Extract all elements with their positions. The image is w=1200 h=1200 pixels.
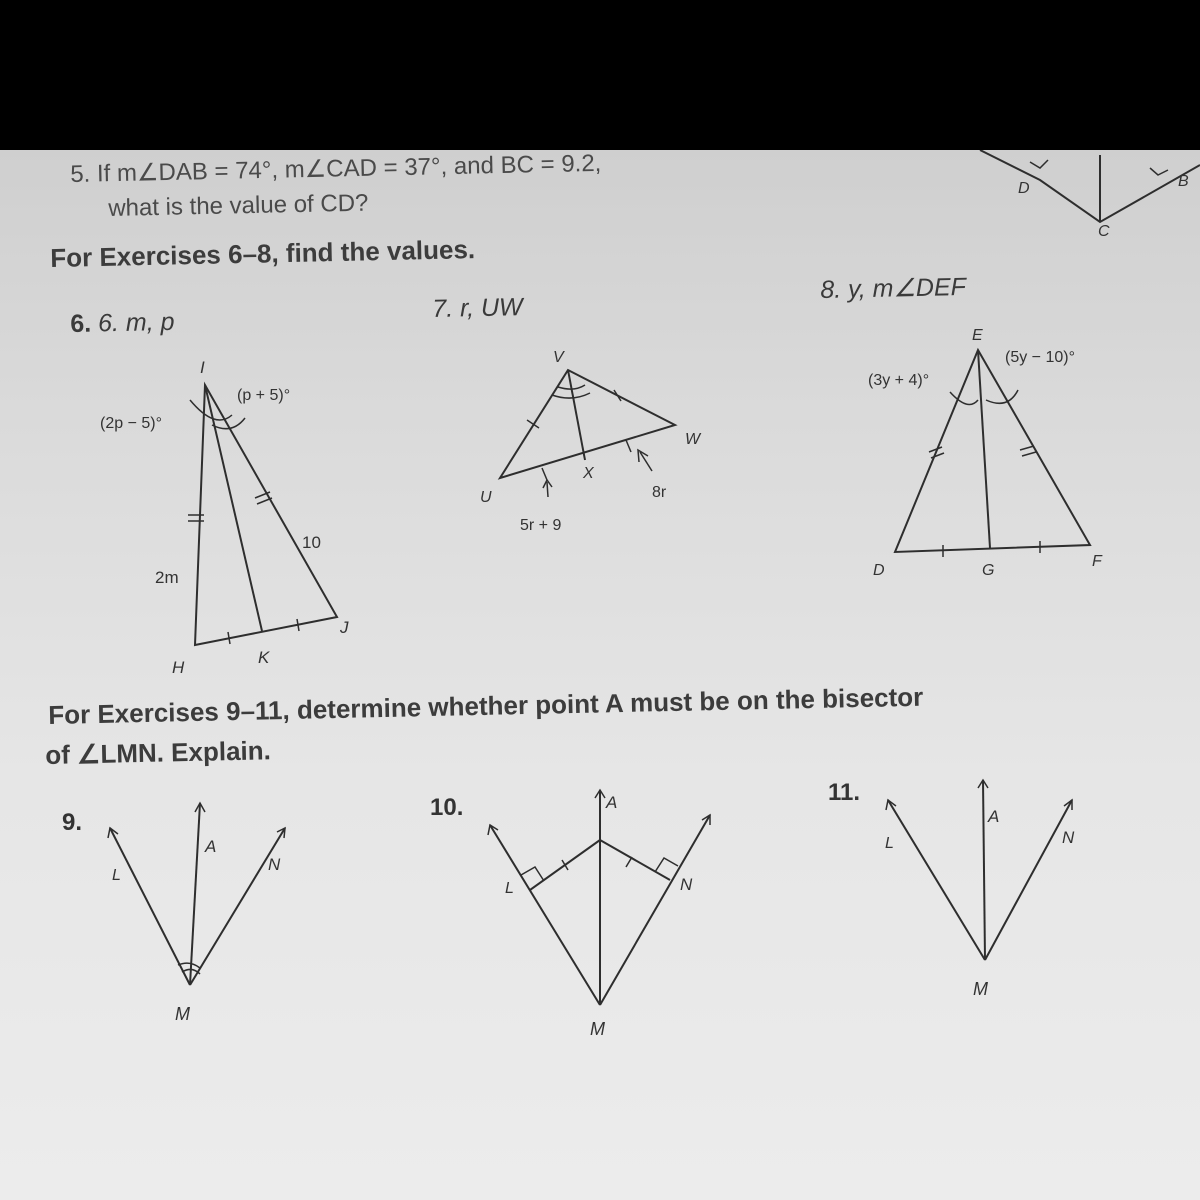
exercise-7-figure: [480, 349, 702, 534]
ex6-angle-right: (p + 5)°: [237, 387, 291, 404]
ex10-label-l: L: [505, 880, 514, 897]
exercise-5-question: 5. If m∠DAB = 74°, m∠CAD = 37°, and BC = 9.2,: [70, 150, 602, 188]
ex8-vertex-g: G: [982, 562, 995, 579]
ex8-vertex-e: E: [972, 327, 983, 344]
ex10-label-n: N: [680, 875, 693, 894]
exercise-7-title: 7. r, UW: [432, 293, 523, 323]
exercise-8-title: 8. y, m∠DEF: [820, 272, 967, 304]
exercise-6-figure: [100, 358, 349, 677]
ex5-label-c: C: [1098, 223, 1110, 240]
ex7-vertex-x: X: [583, 465, 594, 482]
ex10-label-a: A: [606, 793, 618, 812]
exercise-9-number: 9.: [62, 809, 83, 836]
ex5-label-d: D: [1018, 180, 1030, 197]
exercise-10-number: 10.: [430, 794, 464, 821]
exercise-5-figure: [980, 150, 1200, 240]
heading-exercises-9-11: For Exercises 9–11, determine whether point A must be on the bisector: [48, 681, 924, 730]
ex8-vertex-f: F: [1092, 553, 1102, 570]
heading-exercises-9-11-line2: of ∠LMN. Explain.: [45, 735, 272, 770]
exercise-5-question-line2: what is the value of CD?: [108, 189, 369, 222]
ex10-label-m: M: [590, 1019, 605, 1039]
heading-exercises-6-8: For Exercises 6–8, find the values.: [50, 234, 476, 273]
ex9-label-n: N: [268, 855, 281, 874]
exercise-9-figure: [62, 803, 285, 1024]
exercise-11-number: 11.: [828, 779, 861, 806]
worksheet-page: [0, 150, 1200, 1200]
ex5-label-b: B: [1178, 173, 1189, 190]
ex6-seg-2m: 2m: [155, 568, 179, 587]
ex7-seg-right: 8r: [652, 484, 667, 501]
diagrams-layer: [0, 150, 1200, 1200]
ex7-vertex-v: V: [553, 349, 564, 366]
ex8-angle-right: (5y − 10)°: [1005, 349, 1075, 366]
ex8-angle-left: (3y + 4)°: [868, 372, 930, 389]
dark-background-top: [0, 0, 1200, 150]
ex6-vertex-j: J: [340, 618, 349, 637]
ex6-angle-left: (2p − 5)°: [100, 415, 162, 432]
ex6-vertex-k: K: [258, 648, 270, 667]
exercise-6-title: 6. m, p: [97, 307, 175, 338]
ex8-vertex-d: D: [873, 562, 885, 579]
exercise-8-figure: [868, 327, 1103, 579]
exercise-11-figure: [828, 779, 1075, 999]
ex11-label-a: A: [988, 807, 1000, 826]
ex9-label-m: M: [175, 1004, 190, 1024]
ex11-label-m: M: [973, 979, 988, 999]
ex6-vertex-h: H: [172, 658, 185, 677]
exercise-6-label: 6. 6. m, p: [70, 307, 175, 338]
ex11-label-n: N: [1062, 828, 1075, 847]
ex9-label-a: A: [205, 837, 217, 856]
ex9-label-l: L: [112, 867, 121, 884]
ex7-seg-left: 5r + 9: [520, 517, 562, 534]
ex7-vertex-u: U: [480, 489, 492, 506]
exercise-10-figure: [430, 790, 710, 1039]
ex11-label-l: L: [885, 835, 894, 852]
ex6-vertex-i: I: [200, 358, 205, 377]
ex6-seg-10: 10: [302, 533, 321, 552]
ex7-vertex-w: W: [685, 431, 701, 448]
